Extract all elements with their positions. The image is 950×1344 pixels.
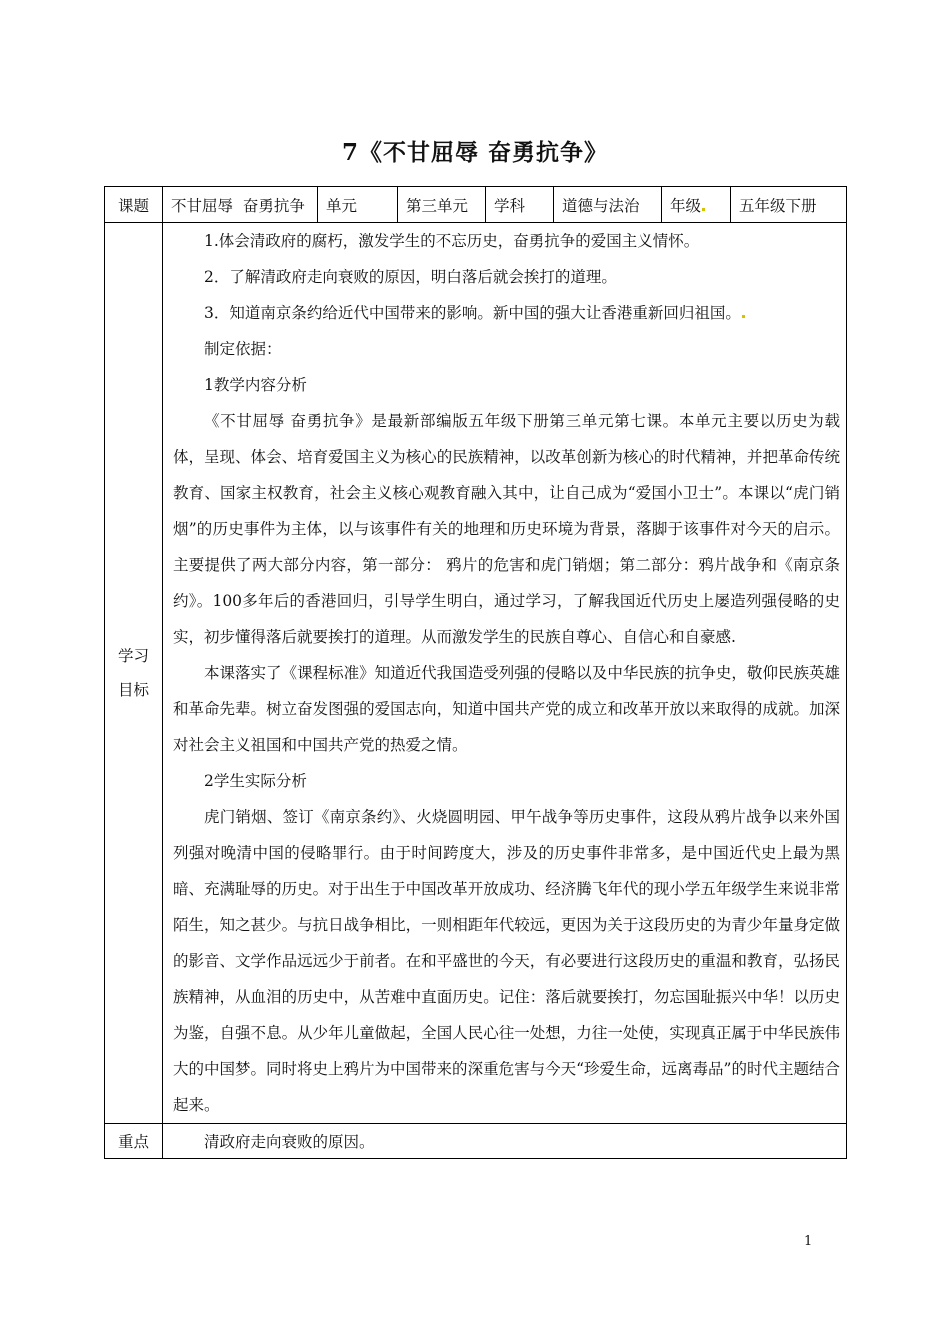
unit-value: 第三单元 [398, 187, 486, 223]
grade-label-cell [662, 187, 731, 223]
goal-item-3: 3．知道南京条约给近代中国带来的影响。新中国的强大让香港重新回归祖国。 [204, 304, 741, 322]
document-title: 7《不甘屈辱 奋勇抗争》 [341, 139, 608, 166]
subject-value: 道德与法治 [554, 187, 662, 223]
subject-label: 学科 [486, 187, 554, 223]
grade-label: 年级 [670, 196, 702, 215]
basis-heading: 制定依据： [204, 340, 282, 358]
student-analysis-heading: 2学生实际分析 [204, 772, 307, 790]
topic-label: 课题 [105, 187, 163, 223]
header-row [105, 187, 847, 223]
key-point-row [105, 1124, 847, 1159]
content-analysis-paragraph: 《不甘屈辱 奋勇抗争》是最新部编版五年级下册第三单元第七课。本单元主要以历史为载体，呈现、体会、培育爱国主义为核心的民族精神，以改革创新为核心的时代精神，并把革命传统教育、国家主权教育，社会主义核心观教育融入其中，让自己成为“爱国小卫士”。本课以“虎门销烟”的历史事件为主体，以与该事件有关的地理和历史环境为背景，落脚于该事件对今天的启示。主要提供了两大部分内容，第一部分： 鸦片的危害和虎门销烟；第二部分：鸦片战争和《南京条约》。100多年后的香港回归，引导学生明白，通过学习，了解我国近代历史上屡造列强侵略的史实，初步懂得落后就要挨打的道理。从而激发学生的民族自尊心、自信心和自豪感. [173, 412, 840, 646]
edit-mark-icon [702, 208, 705, 211]
grade-value: 五年级下册 [731, 187, 847, 223]
lesson-plan-table [104, 186, 847, 1159]
goal-item-2: 2．了解清政府走向衰败的原因，明白落后就会挨打的道理。 [204, 268, 617, 286]
curriculum-standard-paragraph: 本课落实了《课程标准》知道近代我国造受列强的侵略以及中华民族的抗争史，敬仰民族英雄和革命先辈。树立奋发图强的爱国志向，知道中国共产党的成立和改革开放以来取得的成就。加深对社会主义祖国和中国共产党的热爱之情。 [173, 664, 840, 754]
goals-label-line1: 学习 [117, 647, 149, 665]
page-number: 1 [804, 1234, 813, 1249]
edit-mark-icon [742, 315, 745, 318]
goals-label-line2: 目标 [117, 681, 149, 699]
goal-item-3-wrap [173, 295, 840, 331]
goal-item-1: 1.体会清政府的腐朽，激发学生的不忘历史，奋勇抗争的爱国主义情怀。 [204, 232, 700, 250]
key-point-label: 重点 [105, 1124, 163, 1159]
topic-value: 不甘屈辱 奋勇抗争 [163, 187, 318, 223]
key-point-content: 清政府走向衰败的原因。 [204, 1133, 375, 1151]
key-point-cell [163, 1124, 847, 1159]
student-analysis-paragraph: 虎门销烟、签订《南京条约》、火烧圆明园、甲午战争等历史事件，这段从鸦片战争以来外国列强对晚清中国的侵略罪行。由于时间跨度大，涉及的历史事件非常多，是中国近代史上最为黑暗、充满耻辱的历史。对于出生于中国改革开放成功、经济腾飞年代的现小学五年级学生来说非常陌生，知之甚少。与抗日战争相比，一则相距年代较远，更因为关于这段历史的为青少年量身定做 的影音、文学作品远远少于前者。在和平盛世的今天，有必要进行这段历史的重温和教育，弘扬民族精神，从血泪的历史中，从苦难中直面历史。记住：落后就要挨打，勿忘国耻振兴中华！以历史为鉴，自强不息。从少年儿童做起，全国人民心往一处想，力往一处使，实现真正属于中华民族伟大的中国梦。同时将史上鸦片为中国带来的深重危害与今天“珍爱生命，远离毒品”的时代主题结合起来。 [173, 808, 840, 1114]
goals-row [105, 223, 847, 1124]
content-analysis-heading: 1教学内容分析 [204, 376, 307, 394]
goals-label [105, 223, 163, 1124]
goals-content [163, 223, 847, 1124]
unit-label: 单元 [318, 187, 398, 223]
